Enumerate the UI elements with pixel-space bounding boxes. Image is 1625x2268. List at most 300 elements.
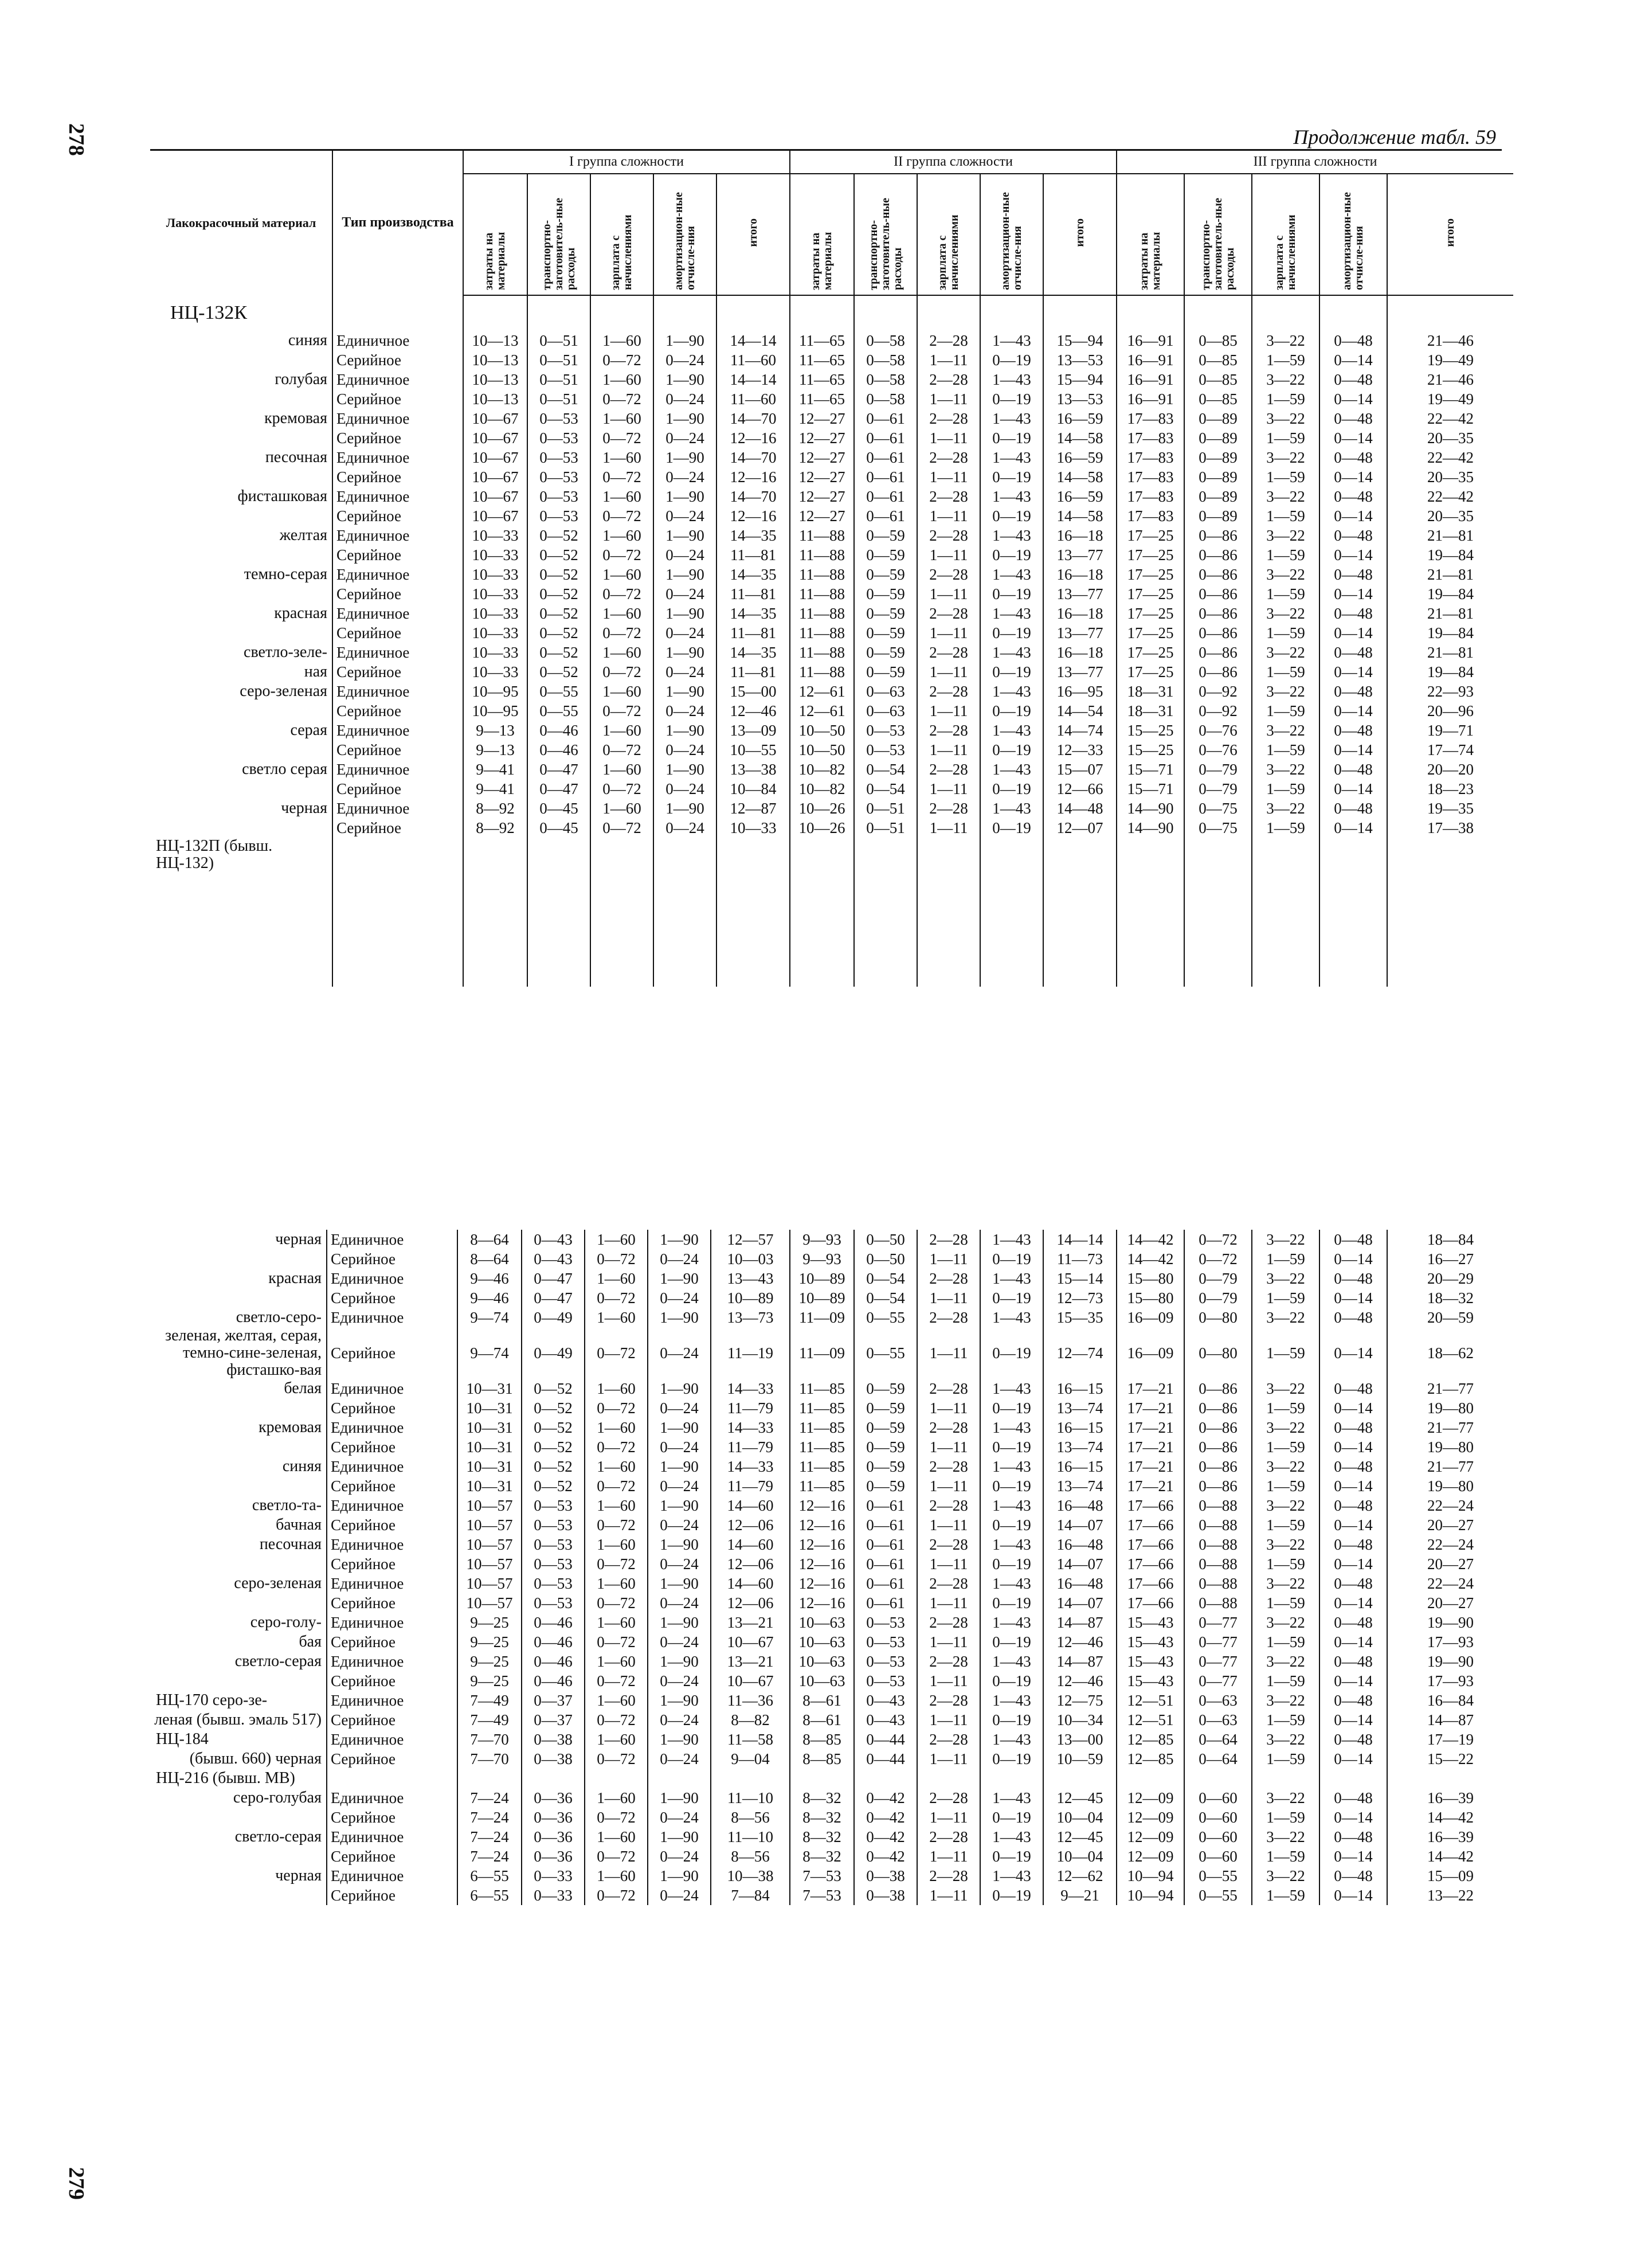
material-name: темно-серая xyxy=(244,565,327,583)
cell-total: 17—38 xyxy=(1387,818,1513,838)
material-name xyxy=(150,701,332,721)
cell-value: 0—61 xyxy=(854,428,917,448)
production-type: Серийное xyxy=(327,1398,457,1418)
cell-value: 0—61 xyxy=(854,506,917,526)
cell-value: 8—32 xyxy=(790,1827,854,1847)
cell-value: 0—72 xyxy=(590,545,653,565)
cell-total: 13—53 xyxy=(1043,350,1117,370)
cell-value: 17—83 xyxy=(1117,448,1184,467)
cell-value: 1—59 xyxy=(1252,1398,1319,1418)
cell-value: 0—47 xyxy=(522,1288,585,1308)
production-type: Серийное xyxy=(332,623,463,643)
cell-total: 14—58 xyxy=(1043,428,1117,448)
cell-value: 1—11 xyxy=(917,428,980,448)
cell-value: 0—52 xyxy=(527,526,590,545)
cell-value: 0—80 xyxy=(1184,1308,1252,1327)
production-type: Единичное xyxy=(332,448,463,467)
cell-total: 12—06 xyxy=(711,1593,790,1613)
cell-value: 12—16 xyxy=(790,1535,854,1554)
cell-value: 0—52 xyxy=(522,1476,585,1496)
cell-value: 1—60 xyxy=(585,1730,648,1749)
cell-value: 0—72 xyxy=(590,467,653,487)
cell-total: 19—71 xyxy=(1387,721,1513,740)
cell-value: 9—41 xyxy=(463,760,527,779)
cell-value: 0—43 xyxy=(854,1710,917,1730)
cell-value: 7—24 xyxy=(457,1808,522,1827)
cell-value: 0—14 xyxy=(1319,740,1387,760)
cell-total: 21—46 xyxy=(1387,370,1513,389)
cell-value: 0—53 xyxy=(527,467,590,487)
cell-value: 0—14 xyxy=(1319,428,1387,448)
cell-value: 0—85 xyxy=(1184,331,1252,350)
cell-total xyxy=(1387,1769,1513,1788)
material-name xyxy=(150,1808,327,1827)
cell-value: 2—28 xyxy=(917,1418,980,1437)
cell-value: 0—89 xyxy=(1184,467,1252,487)
cell-value: 9—93 xyxy=(790,1230,854,1249)
cell-total: 12—87 xyxy=(716,799,790,818)
cell-value: 1—11 xyxy=(917,1476,980,1496)
material-name: серо-голу- xyxy=(250,1613,322,1631)
cell-value: 10—89 xyxy=(790,1269,854,1288)
material-name: бая xyxy=(299,1633,322,1651)
production-type: Единичное xyxy=(327,1613,457,1632)
cell-total: 11—58 xyxy=(711,1730,790,1749)
table-row xyxy=(150,1652,1513,1671)
material-name: фисташковая xyxy=(237,487,327,505)
cell-value: 10—67 xyxy=(463,409,527,428)
cell-value: 0—46 xyxy=(527,740,590,760)
production-type: Серийное xyxy=(332,779,463,799)
cell-value: 0—36 xyxy=(522,1847,585,1866)
cell-total: 14—87 xyxy=(1043,1652,1117,1671)
cell-total: 13—22 xyxy=(1387,1886,1513,1905)
cell-value: 0—79 xyxy=(1184,760,1252,779)
table-row xyxy=(150,1886,1513,1905)
cell-value: 0—48 xyxy=(1319,1613,1387,1632)
production-type: Серийное xyxy=(327,1554,457,1574)
header-group-2: II группа сложности xyxy=(790,150,1117,174)
cell-value xyxy=(457,1769,522,1788)
cell-value: 17—83 xyxy=(1117,428,1184,448)
cell-total: 14—54 xyxy=(1043,701,1117,721)
cell-value: 0—19 xyxy=(980,1886,1043,1905)
cell-value: 0—48 xyxy=(1319,409,1387,428)
cell-value: 0—51 xyxy=(527,370,590,389)
cell-value: 0—61 xyxy=(854,1515,917,1535)
cell-value: 0—72 xyxy=(585,1886,648,1905)
cell-value: 0—86 xyxy=(1184,565,1252,584)
table-row xyxy=(150,1691,1513,1710)
cell-value: 0—14 xyxy=(1319,467,1387,487)
cell-value: 1—59 xyxy=(1252,467,1319,487)
cell-value: 0—85 xyxy=(1184,389,1252,409)
cell-value: 0—45 xyxy=(527,818,590,838)
cell-total: 14—35 xyxy=(716,604,790,623)
cell-value: 1—90 xyxy=(648,1308,711,1327)
cell-value: 0—24 xyxy=(653,662,716,682)
cell-value: 14—90 xyxy=(1117,818,1184,838)
cell-value: 0—79 xyxy=(1184,1269,1252,1288)
cell-value: 0—60 xyxy=(1184,1788,1252,1808)
production-type: Единичное xyxy=(332,487,463,506)
cell-value: 0—59 xyxy=(854,1476,917,1496)
cell-value: 9—74 xyxy=(457,1308,522,1327)
cell-value: 0—24 xyxy=(648,1886,711,1905)
cell-total: 13—77 xyxy=(1043,623,1117,643)
cell-value: 0—52 xyxy=(522,1379,585,1398)
cell-total: 14—87 xyxy=(1387,1710,1513,1730)
table-row xyxy=(150,1496,1513,1515)
cell-value: 1—59 xyxy=(1252,1515,1319,1535)
cell-value: 12—61 xyxy=(790,682,854,701)
cell-value: 1—60 xyxy=(585,1496,648,1515)
cell-total: 13—53 xyxy=(1043,389,1117,409)
cell-value: 11—88 xyxy=(790,545,854,565)
cell-value xyxy=(854,1769,917,1788)
cell-total: 15—14 xyxy=(1043,1269,1117,1288)
cell-total: 16—59 xyxy=(1043,409,1117,428)
material-name: светло-серая xyxy=(234,1652,322,1670)
material-name: серо-голубая xyxy=(233,1789,322,1806)
production-type: Серийное xyxy=(332,701,463,721)
cell-total: 12—57 xyxy=(711,1230,790,1249)
cell-value: 3—22 xyxy=(1252,1535,1319,1554)
cell-value: 2—28 xyxy=(917,331,980,350)
table-row xyxy=(150,565,1513,584)
cell-total: 21—81 xyxy=(1387,643,1513,662)
cell-value: 1—90 xyxy=(648,1535,711,1554)
cell-value: 0—52 xyxy=(527,662,590,682)
cell-value xyxy=(917,838,980,872)
cell-total: 12—06 xyxy=(711,1554,790,1574)
cell-value: 3—22 xyxy=(1252,1379,1319,1398)
cell-value: 2—28 xyxy=(917,1535,980,1554)
cell-total: 17—74 xyxy=(1387,740,1513,760)
cell-total: 10—59 xyxy=(1043,1749,1117,1769)
production-type: Единичное xyxy=(327,1457,457,1476)
cell-value: 1—43 xyxy=(980,1652,1043,1671)
cell-value: 1—59 xyxy=(1252,1632,1319,1652)
cell-total: 21—81 xyxy=(1387,565,1513,584)
cell-value xyxy=(1184,1769,1252,1788)
cell-value: 1—43 xyxy=(980,448,1043,467)
cell-value: 17—25 xyxy=(1117,526,1184,545)
cell-total: 11—81 xyxy=(716,545,790,565)
table-row xyxy=(150,838,1513,872)
cell-total: 12—16 xyxy=(716,428,790,448)
cell-value: 0—24 xyxy=(648,1593,711,1613)
cell-total xyxy=(1043,1769,1117,1788)
cell-value: 0—24 xyxy=(648,1288,711,1308)
cell-value: 2—28 xyxy=(917,760,980,779)
cell-value: 10—63 xyxy=(790,1671,854,1691)
cell-total: 12—16 xyxy=(716,506,790,526)
cell-value: 10—33 xyxy=(463,584,527,604)
cell-value: 1—43 xyxy=(980,799,1043,818)
table-row xyxy=(150,662,1513,682)
cell-value: 0—42 xyxy=(854,1808,917,1827)
cell-value: 1—60 xyxy=(585,1788,648,1808)
material-name: серая xyxy=(290,721,327,739)
cell-value: 16—91 xyxy=(1117,389,1184,409)
cell-value: 12—16 xyxy=(790,1496,854,1515)
cell-value: 0—86 xyxy=(1184,526,1252,545)
material-name: НЦ-170 серо-зе- xyxy=(156,1691,268,1709)
cell-value: 0—76 xyxy=(1184,740,1252,760)
cell-value: 1—43 xyxy=(980,1730,1043,1749)
cell-value: 3—22 xyxy=(1252,370,1319,389)
cell-value: 0—19 xyxy=(980,584,1043,604)
material-name xyxy=(150,1249,327,1269)
cell-total: 22—24 xyxy=(1387,1496,1513,1515)
cell-value: 10—26 xyxy=(790,818,854,838)
table-row xyxy=(150,428,1513,448)
production-type: Единичное xyxy=(327,1574,457,1593)
cell-value: 10—89 xyxy=(790,1288,854,1308)
cell-value: 0—79 xyxy=(1184,1288,1252,1308)
cell-value: 1—43 xyxy=(980,1613,1043,1632)
cell-value: 8—92 xyxy=(463,799,527,818)
cell-value: 3—22 xyxy=(1252,1574,1319,1593)
cell-value: 0—51 xyxy=(527,389,590,409)
cell-value: 10—13 xyxy=(463,370,527,389)
material-name: голубая xyxy=(275,370,327,388)
cell-total: 8—82 xyxy=(711,1710,790,1730)
cell-value: 0—72 xyxy=(585,1554,648,1574)
cell-value: 1—59 xyxy=(1252,740,1319,760)
cell-value: 2—28 xyxy=(917,1379,980,1398)
cell-value: 1—43 xyxy=(980,526,1043,545)
cell-total: 16—15 xyxy=(1043,1379,1117,1398)
header-col-total: итого xyxy=(716,174,790,295)
cell-total: 21—77 xyxy=(1387,1379,1513,1398)
cell-value: 1—59 xyxy=(1252,701,1319,721)
cell-value: 0—38 xyxy=(854,1866,917,1886)
cell-value: 1—59 xyxy=(1252,428,1319,448)
table-row xyxy=(150,1866,1513,1886)
material-name: кремовая xyxy=(264,409,327,427)
cell-value: 0—14 xyxy=(1319,1808,1387,1827)
cell-total: 13—77 xyxy=(1043,545,1117,565)
cell-value: 0—75 xyxy=(1184,799,1252,818)
cell-value: 0—52 xyxy=(527,584,590,604)
cell-value: 0—14 xyxy=(1319,1437,1387,1457)
cell-value: 2—28 xyxy=(917,565,980,584)
cell-total: 14—35 xyxy=(716,565,790,584)
cell-value: 0—42 xyxy=(854,1827,917,1847)
cell-value: 10—50 xyxy=(790,721,854,740)
cell-value: 17—83 xyxy=(1117,467,1184,487)
cell-value: 1—43 xyxy=(980,1230,1043,1249)
cell-value: 0—24 xyxy=(653,545,716,565)
cell-value: 1—11 xyxy=(917,545,980,565)
cell-value: 0—24 xyxy=(648,1437,711,1457)
cell-value: 0—52 xyxy=(527,565,590,584)
material-name: белая xyxy=(284,1379,322,1397)
cell-value: 0—19 xyxy=(980,350,1043,370)
cell-value: 0—72 xyxy=(585,1515,648,1535)
cell-value: 17—66 xyxy=(1117,1593,1184,1613)
cell-value: 0—48 xyxy=(1319,1269,1387,1288)
cost-table-part-2 xyxy=(150,1230,1513,1905)
cell-value: 0—36 xyxy=(522,1827,585,1847)
cell-value: 0—72 xyxy=(585,1710,648,1730)
cell-total: 14—33 xyxy=(711,1457,790,1476)
production-type: Серийное xyxy=(327,1710,457,1730)
cell-value: 0—72 xyxy=(1184,1230,1252,1249)
cell-value: 0—14 xyxy=(1319,545,1387,565)
cell-total: 14—70 xyxy=(716,409,790,428)
cell-total: 13—21 xyxy=(711,1613,790,1632)
cell-value: 3—22 xyxy=(1252,487,1319,506)
cell-value: 9—74 xyxy=(457,1327,522,1379)
cell-value: 0—72 xyxy=(590,740,653,760)
cell-value xyxy=(1117,1769,1184,1788)
production-type: Серийное xyxy=(327,1515,457,1535)
cell-value: 1—11 xyxy=(917,1288,980,1308)
cell-value: 15—43 xyxy=(1117,1671,1184,1691)
cell-value: 0—77 xyxy=(1184,1652,1252,1671)
cell-value: 0—59 xyxy=(854,623,917,643)
material-section-title: НЦ-132К xyxy=(170,302,248,323)
cell-value: 0—72 xyxy=(585,1288,648,1308)
cell-total: 12—07 xyxy=(1043,818,1117,838)
cell-value xyxy=(1319,838,1387,872)
table-row xyxy=(150,1808,1513,1827)
cell-value: 1—60 xyxy=(590,565,653,584)
cell-total: 22—93 xyxy=(1387,682,1513,701)
cell-value: 0—72 xyxy=(585,1632,648,1652)
cell-value: 0—53 xyxy=(522,1554,585,1574)
cell-value: 0—14 xyxy=(1319,1398,1387,1418)
cell-value: 0—72 xyxy=(1184,1249,1252,1269)
cell-value: 0—19 xyxy=(980,1593,1043,1613)
material-name xyxy=(150,1398,327,1418)
cell-value: 3—22 xyxy=(1252,721,1319,740)
cell-value: 10—67 xyxy=(463,467,527,487)
cell-value: 0—19 xyxy=(980,1632,1043,1652)
cell-value: 0—19 xyxy=(980,1671,1043,1691)
cell-value: 1—43 xyxy=(980,643,1043,662)
cell-value: 1—11 xyxy=(917,1437,980,1457)
cell-total: 18—32 xyxy=(1387,1288,1513,1308)
cell-value: 0—89 xyxy=(1184,487,1252,506)
cell-value xyxy=(653,838,716,872)
cell-value: 0—14 xyxy=(1319,584,1387,604)
cell-value: 0—50 xyxy=(854,1230,917,1249)
header-col-salary: зарплата с начислениями xyxy=(1252,174,1319,295)
cell-value: 0—14 xyxy=(1319,350,1387,370)
cell-value: 11—09 xyxy=(790,1327,854,1379)
cell-total: 10—55 xyxy=(716,740,790,760)
material-name xyxy=(150,1476,327,1496)
material-name xyxy=(150,506,332,526)
cell-value: 11—65 xyxy=(790,370,854,389)
header-col-materials: затраты на материалы xyxy=(790,174,854,295)
cell-value: 0—58 xyxy=(854,350,917,370)
cell-value: 1—90 xyxy=(653,604,716,623)
cell-value: 8—32 xyxy=(790,1847,854,1866)
production-type: Серийное xyxy=(332,467,463,487)
material-name: ная xyxy=(304,663,327,681)
cell-value: 0—64 xyxy=(1184,1730,1252,1749)
cell-value: 0—19 xyxy=(980,1327,1043,1379)
cell-value: 12—09 xyxy=(1117,1788,1184,1808)
cell-total: 10—34 xyxy=(1043,1710,1117,1730)
cell-value: 0—55 xyxy=(527,682,590,701)
cell-value: 1—90 xyxy=(653,448,716,467)
cell-total: 22—42 xyxy=(1387,448,1513,467)
cell-value: 17—66 xyxy=(1117,1515,1184,1535)
cell-value: 7—49 xyxy=(457,1710,522,1730)
cell-value: 2—28 xyxy=(917,604,980,623)
cell-total: 12—45 xyxy=(1043,1827,1117,1847)
cell-value: 3—22 xyxy=(1252,1496,1319,1515)
cell-value: 12—51 xyxy=(1117,1710,1184,1730)
cell-value: 1—43 xyxy=(980,1574,1043,1593)
cell-total: 10—03 xyxy=(711,1249,790,1269)
cell-value: 0—19 xyxy=(980,1476,1043,1496)
cell-value: 0—55 xyxy=(854,1327,917,1379)
cell-total: 13—21 xyxy=(711,1652,790,1671)
table-row xyxy=(150,818,1513,838)
cell-value: 1—90 xyxy=(648,1269,711,1288)
cell-value: 17—83 xyxy=(1117,506,1184,526)
cell-value: 2—28 xyxy=(917,1691,980,1710)
cell-value: 10—82 xyxy=(790,760,854,779)
cell-value: 1—43 xyxy=(980,1691,1043,1710)
cell-value: 1—60 xyxy=(585,1827,648,1847)
cell-total: 19—84 xyxy=(1387,545,1513,565)
cell-value: 1—60 xyxy=(585,1379,648,1398)
cell-value: 1—90 xyxy=(648,1457,711,1476)
page-number-right: 279 xyxy=(64,2167,88,2200)
cell-value: 1—59 xyxy=(1252,1886,1319,1905)
cell-value: 10—95 xyxy=(463,701,527,721)
cell-value: 3—22 xyxy=(1252,1691,1319,1710)
cell-value: 0—72 xyxy=(585,1593,648,1613)
table-row xyxy=(150,1515,1513,1535)
cell-value: 0—72 xyxy=(585,1749,648,1769)
production-type: Серийное xyxy=(327,1749,457,1769)
cell-value: 1—90 xyxy=(648,1730,711,1749)
table-row xyxy=(150,779,1513,799)
cell-value: 15—25 xyxy=(1117,721,1184,740)
cell-value: 0—59 xyxy=(854,662,917,682)
cell-value: 0—49 xyxy=(522,1308,585,1327)
cell-value: 0—86 xyxy=(1184,1476,1252,1496)
cell-value: 16—09 xyxy=(1117,1308,1184,1327)
cell-value: 10—67 xyxy=(463,506,527,526)
cell-value: 0—88 xyxy=(1184,1574,1252,1593)
production-type: Единичное xyxy=(327,1730,457,1749)
cell-value: 12—16 xyxy=(790,1574,854,1593)
cell-value: 0—77 xyxy=(1184,1613,1252,1632)
cell-total: 21—77 xyxy=(1387,1418,1513,1437)
cell-value: 0—48 xyxy=(1319,604,1387,623)
cell-value: 0—72 xyxy=(590,506,653,526)
cell-total: 10—04 xyxy=(1043,1808,1117,1827)
cell-value: 14—42 xyxy=(1117,1249,1184,1269)
cell-value: 0—72 xyxy=(590,701,653,721)
cell-total: 11—60 xyxy=(716,389,790,409)
cell-value: 1—90 xyxy=(653,721,716,740)
table-row xyxy=(150,1535,1513,1554)
cell-total: 16—59 xyxy=(1043,448,1117,467)
table-row xyxy=(150,1847,1513,1866)
cell-value: 1—43 xyxy=(980,487,1043,506)
